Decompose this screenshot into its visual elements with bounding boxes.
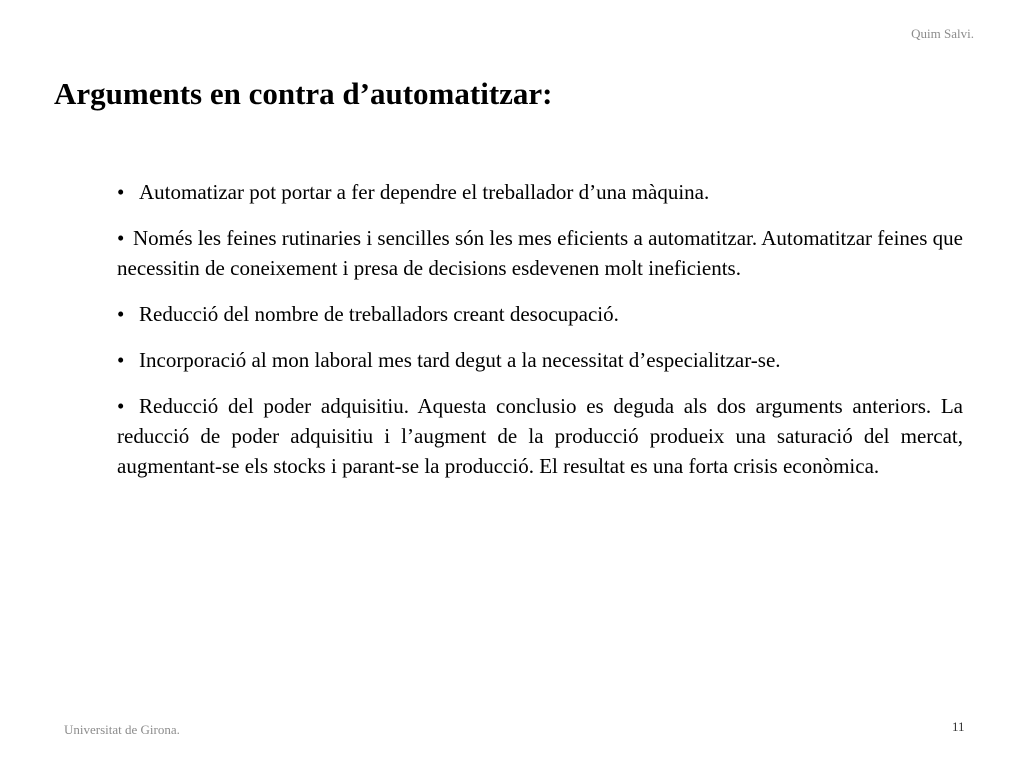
bullet-item [117, 345, 963, 375]
bullet-text: Automatizar pot portar a fer dependre el treballador d’una màquina. [139, 180, 710, 204]
bullet-text: Incorporació al mon laboral mes tard degut a la necessitat d’especialitzar-se. [139, 348, 781, 372]
bullet-item [117, 223, 963, 283]
bullet-text: Reducció del nombre de treballadors creant desocupació. [139, 302, 619, 326]
bullet-marker: • [117, 302, 125, 326]
bullet-marker: • [117, 226, 125, 250]
bullet-marker: • [117, 348, 125, 372]
bullet-item [117, 177, 963, 207]
bullet-item [117, 299, 963, 329]
footer-institution: Universitat de Girona. [64, 722, 180, 737]
slide-title: Arguments en contra d’automatitzar: [54, 76, 553, 111]
bullet-marker: • [117, 394, 125, 418]
page-number: 11 [952, 719, 965, 734]
author-name: Quim Salvi. [911, 26, 974, 41]
bullet-list [117, 177, 963, 497]
bullet-text: Només les feines rutinaries i sencilles són les mes eficients a automatitzar. Automatitzar feines que necessitin de coneixement i presa de decisions esdevenen molt ineficients. [117, 226, 963, 280]
bullet-item [117, 391, 963, 481]
bullet-marker: • [117, 180, 125, 204]
bullet-text: Reducció del poder adquisitiu. Aquesta conclusio es deguda als dos arguments anteriors. La reducció de poder adquisitiu i l’augment de la producció produeix una saturació del mercat, augmentant-se els stocks i parant-se la producció. El resultat es una forta crisis econòmica. [117, 394, 963, 478]
